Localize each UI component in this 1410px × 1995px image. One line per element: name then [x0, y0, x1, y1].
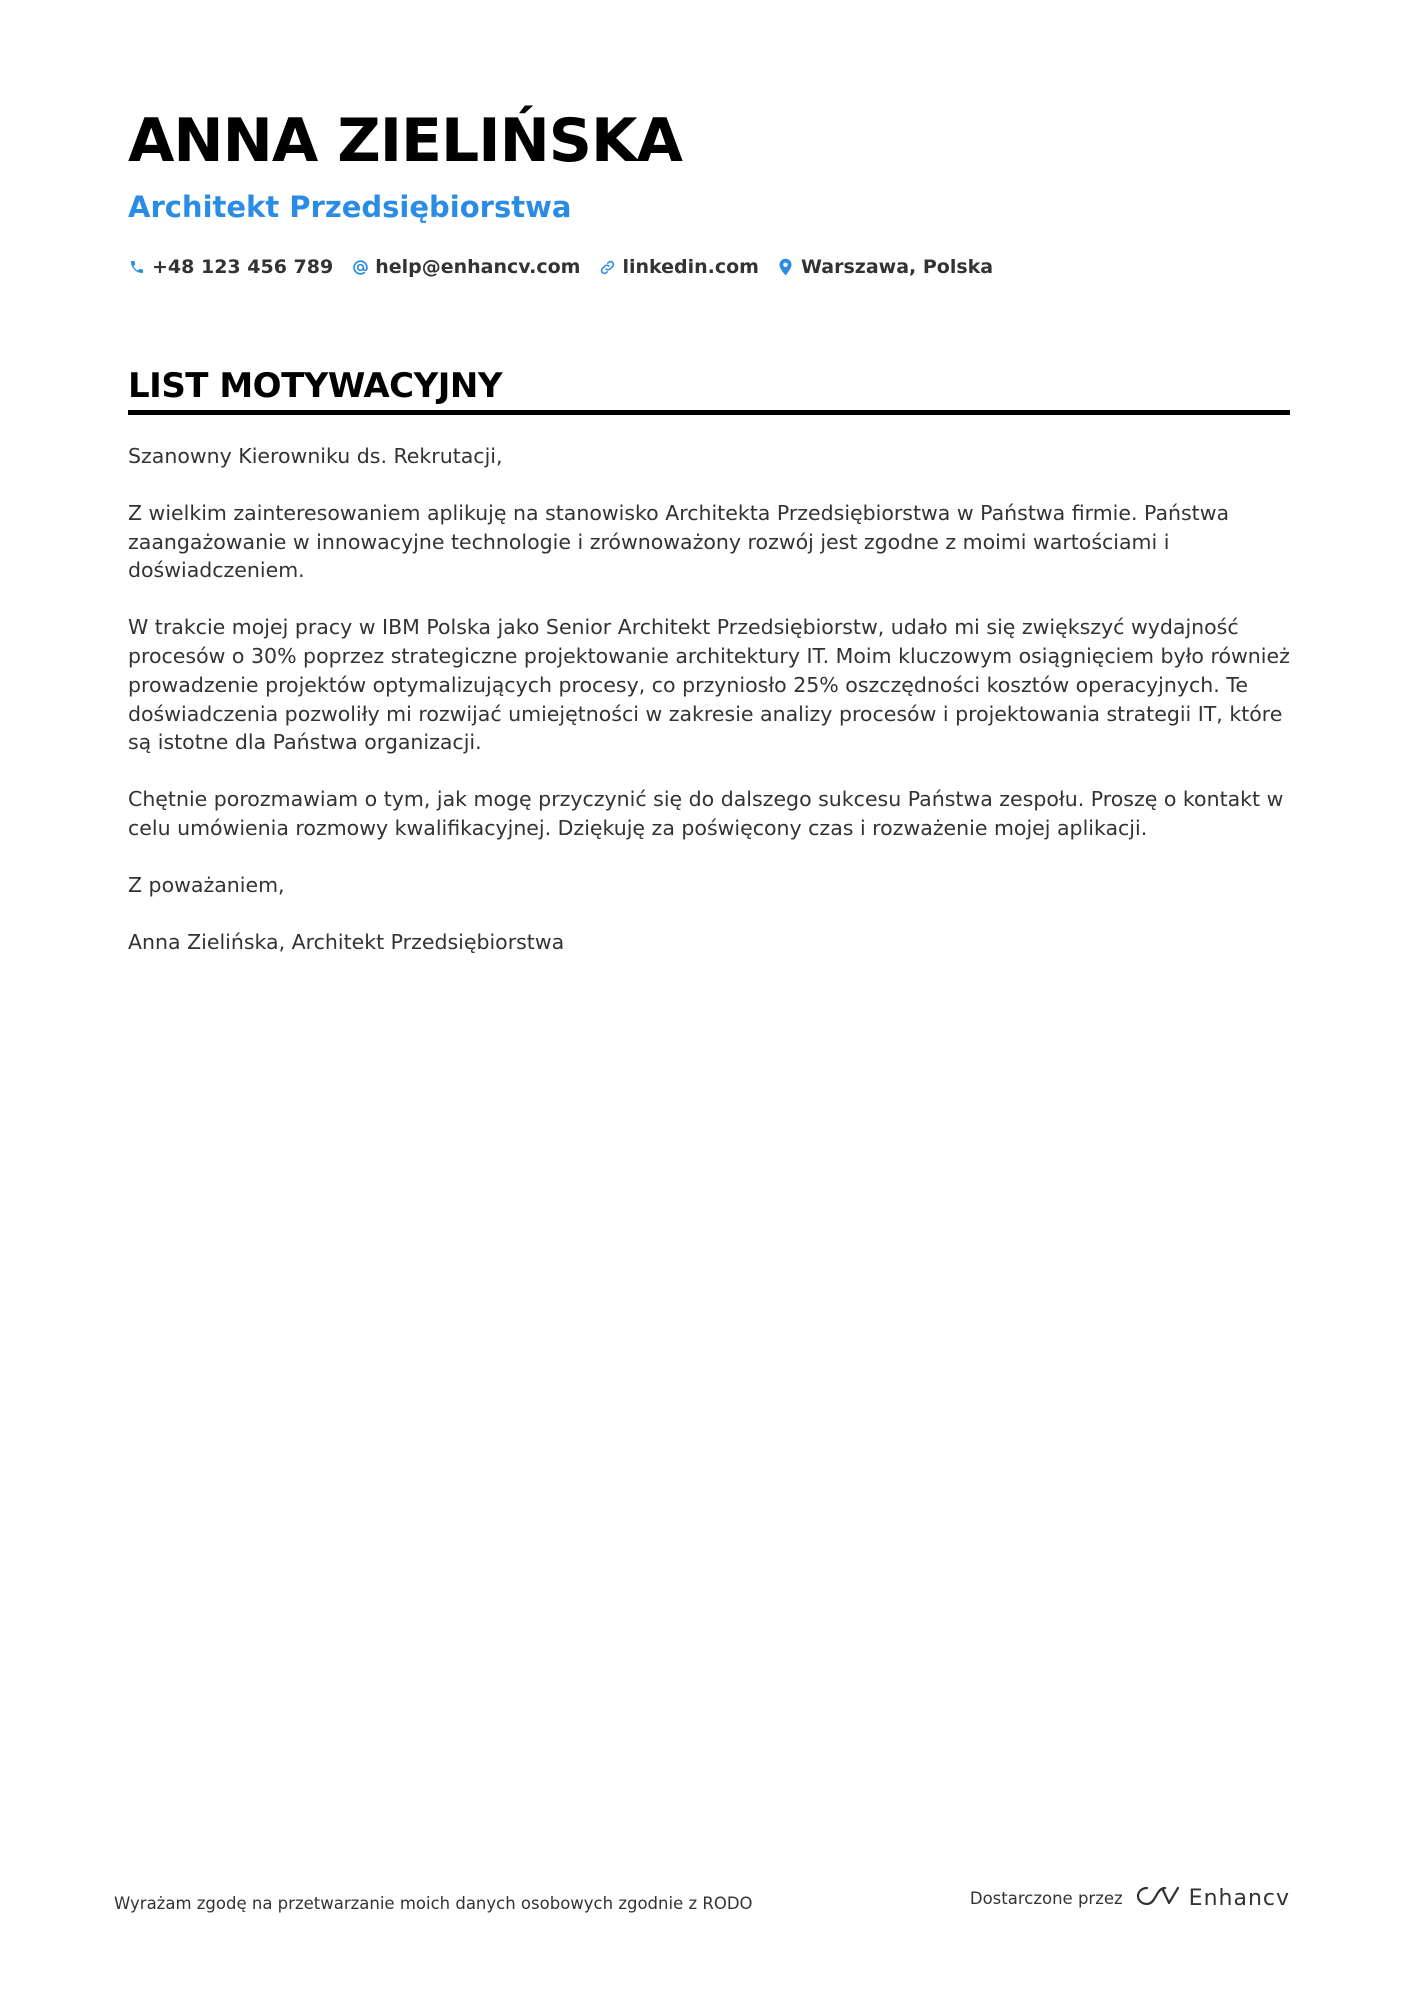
contact-phone[interactable]	[128, 256, 333, 278]
contact-email[interactable]	[351, 256, 580, 278]
letter-closing: Z poważaniem,	[128, 872, 285, 897]
brand-name: Enhancv	[1188, 1886, 1290, 1911]
candidate-name: ANNA ZIELIŃSKA	[128, 106, 682, 176]
link-icon	[598, 258, 616, 276]
contact-linkedin-text: linkedin.com	[622, 256, 759, 278]
letter-paragraph: Z wielkim zainteresowaniem aplikuję na stanowisko Architekta Przedsiębiorstwa w Państwa firmie. Państwa zaangażowanie w innowacyjne technologie i zrównoważony rozwój jest zgodne z moimi wartościami i doświadczeniem.	[128, 500, 1230, 583]
letter-signature: Anna Zielińska, Architekt Przedsiębiorstwa	[128, 929, 565, 954]
candidate-title: Architekt Przedsiębiorstwa	[128, 190, 572, 224]
powered-by-label: Dostarczone przez	[969, 1889, 1123, 1908]
letter-paragraph: Chętnie porozmawiam o tym, jak mogę przyczynić się do dalszego sukcesu Państwa zespołu. Proszę o kontakt w celu umówienia rozmowy kwalifikacyjnej. Dziękuję za poświęcony czas i rozważenie mojej aplikacji.	[128, 787, 1284, 840]
contact-linkedin[interactable]	[598, 256, 759, 278]
enhancv-brand[interactable]	[1135, 1884, 1290, 1913]
contact-email-text: help@enhancv.com	[375, 256, 581, 278]
section-divider	[128, 410, 1290, 415]
letter-body	[128, 442, 1290, 984]
section-heading: LIST MOTYWACYJNY	[128, 366, 502, 406]
phone-icon	[128, 258, 146, 276]
contact-location	[777, 256, 993, 278]
contact-location-text: Warszawa, Polska	[800, 256, 994, 278]
at-icon	[351, 258, 369, 276]
location-pin-icon	[777, 258, 795, 276]
contact-phone-text: +48 123 456 789	[152, 256, 334, 278]
letter-greeting: Szanowny Kierowniku ds. Rekrutacji,	[128, 444, 503, 468]
powered-by	[970, 1884, 1290, 1913]
letter-paragraph: W trakcie mojej pracy w IBM Polska jako Senior Architekt Przedsiębiorstw, udało mi się zwiększyć wydajność procesów o 30% poprzez strategiczne projektowanie architektury IT. Moim kluczowym osiągnięciem było również prowadzenie projektów optymalizujących procesy, co przyniosło 25% oszczędności kosztów operacyjnych. Te doświadczenia pozwoliły mi rozwijać umiejętności w zakresie analizy procesów i projektowania strategii IT, które są istotne dla Państwa organizacji.	[128, 615, 1290, 755]
enhancv-logo-icon	[1135, 1884, 1181, 1913]
gdpr-consent: Wyrażam zgodę na przetwarzanie moich danych osobowych zgodnie z RODO	[114, 1894, 753, 1913]
contact-info	[128, 252, 993, 282]
